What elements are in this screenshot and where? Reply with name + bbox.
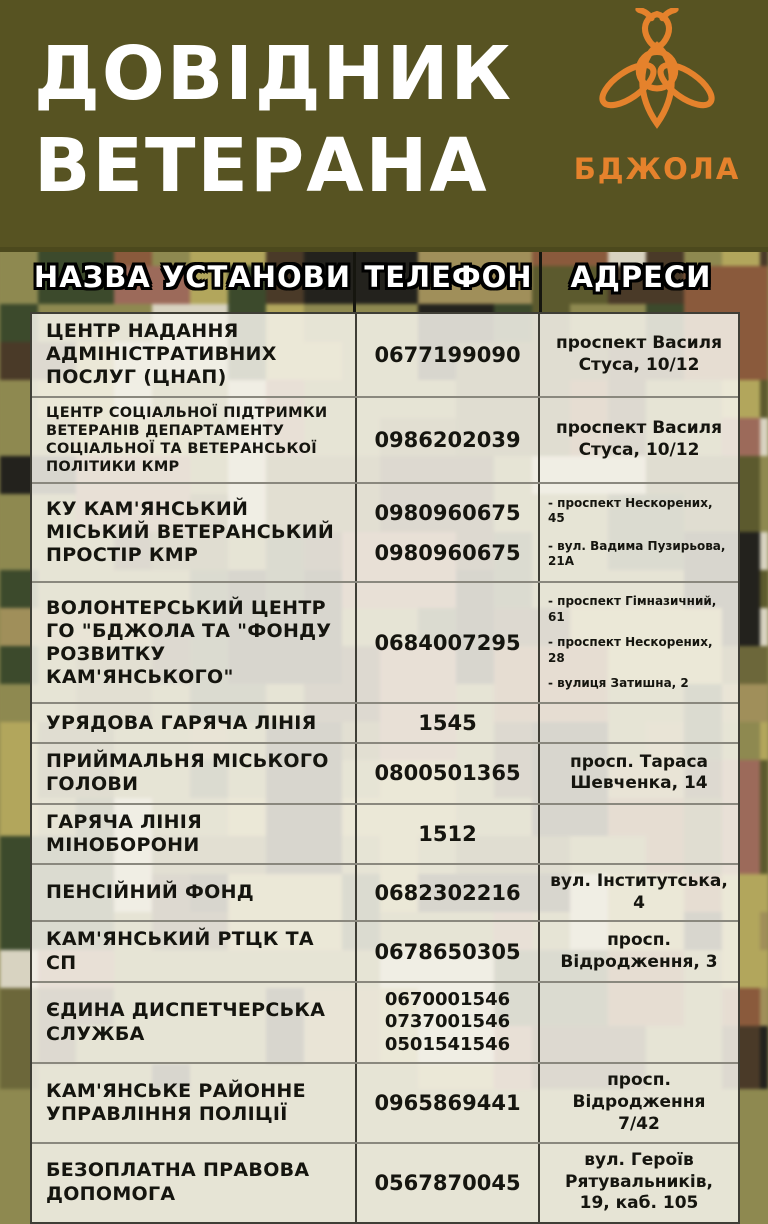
phone-cell — [355, 744, 540, 802]
table-row — [32, 744, 738, 804]
phone-cell — [355, 583, 540, 702]
phone-cell — [355, 704, 540, 742]
phone-cell — [355, 314, 540, 396]
institution-name: ЄДИНА ДИСПЕТЧЕРСЬКА СЛУЖБА — [46, 999, 326, 1045]
table-row — [32, 922, 738, 982]
address-cell — [540, 865, 738, 921]
institution-name: КАМ'ЯНСЬКЕ РАЙОННЕ УПРАВЛІННЯ ПОЛІЦІЇ — [46, 1079, 306, 1125]
institution-name: ЦЕНТР СОЦІАЛЬНОЇ ПІДТРИМКИ ВЕТЕРАНІВ ДЕПАРТАМЕНТУ СОЦІАЛЬНОЇ ТА ВЕТЕРАНСЬКОЇ ПОЛІТИКИ КМР — [46, 404, 328, 475]
address-line: - проспект Нескорених, 28 — [548, 635, 713, 665]
poster-title-line1: ДОВІДНИК — [34, 31, 514, 117]
phone-number: 0567870045 — [374, 1170, 521, 1195]
address-line: вул. Інститутська, 4 — [550, 870, 728, 913]
institution-name: ПРИЙМАЛЬНЯ МІСЬКОГО ГОЛОВИ — [46, 750, 329, 796]
phone-number: 0682302216 — [374, 880, 521, 905]
table-row — [32, 865, 738, 923]
phone-number: 0986202039 — [374, 427, 521, 452]
institution-name: ЦЕНТР НАДАННЯ АДМІНІСТРАТИВНИХ ПОСЛУГ (ЦНАП) — [46, 320, 277, 389]
phone-number: 0800501365 — [374, 761, 521, 786]
poster-title — [34, 28, 554, 212]
phone-cell — [355, 922, 540, 980]
directory-table — [30, 312, 740, 1224]
address-cell — [540, 1144, 738, 1222]
institution-name: ВОЛОНТЕРСЬКИЙ ЦЕНТР ГО "БДЖОЛА ТА "ФОНДУ РОЗВИТКУ КАМ'ЯНСЬКОГО" — [46, 596, 332, 689]
address-line: вул. Героїв Рятувальників, 19, каб. 105 — [565, 1149, 713, 1214]
table-row — [32, 583, 738, 704]
address-cell — [540, 744, 738, 802]
logo-wordmark: БДЖОЛА — [573, 152, 741, 186]
address-line: - проспект Нескорених, 45 — [548, 496, 713, 526]
address-cell — [540, 583, 738, 702]
address-cell — [540, 704, 738, 742]
address-cell — [540, 314, 738, 396]
phone-number: 0501541546 — [384, 1033, 511, 1055]
logo — [552, 8, 762, 186]
institution-name: ПЕНСІЙНИЙ ФОНД — [46, 881, 255, 904]
address-line: просп. Тараса Шевченка, 14 — [569, 751, 709, 794]
phone-number: 0677199090 — [374, 342, 521, 367]
address-cell — [540, 805, 738, 863]
phone-number: 0980960675 — [374, 540, 521, 565]
phone-cell — [355, 865, 540, 921]
address-line: проспект Василя Стуса, 10/12 — [555, 418, 723, 460]
table-row — [32, 1064, 738, 1143]
phone-cell — [355, 398, 540, 483]
institution-name: БЕЗОПЛАТНА ПРАВОВА ДОПОМОГА — [46, 1159, 310, 1205]
table-row — [32, 484, 738, 583]
column-header-address: АДРЕСИ — [570, 260, 712, 294]
table-row — [32, 983, 738, 1065]
phone-number: 0684007295 — [374, 630, 521, 655]
column-header-institution: НАЗВА УСТАНОВИ — [33, 260, 352, 294]
phone-number: 0965869441 — [374, 1090, 521, 1115]
phone-number: 0678650305 — [374, 939, 521, 964]
phone-cell — [355, 1144, 540, 1222]
phone-number: 0670001546 — [384, 988, 511, 1010]
address-cell — [540, 398, 738, 483]
phone-cell — [355, 805, 540, 863]
table-row — [32, 314, 738, 398]
institution-name: КУ КАМ'ЯНСЬКИЙ МІСЬКИЙ ВЕТЕРАНСЬКИЙ ПРОСТІР КМР — [46, 497, 335, 567]
column-header-phone: ТЕЛЕФОН — [364, 260, 533, 294]
phone-number: 0737001546 — [384, 1011, 511, 1033]
table-row — [32, 1144, 738, 1222]
address-line: - вул. Вадима Пузирьова, 21А — [548, 538, 726, 569]
phone-number: 0980960675 — [374, 500, 521, 525]
institution-name: УРЯДОВА ГАРЯЧА ЛІНІЯ — [46, 711, 317, 734]
table-row — [32, 704, 738, 744]
phone-cell — [355, 484, 540, 581]
header-banner — [0, 0, 768, 252]
phone-number: 1545 — [418, 711, 477, 736]
table-header-row — [30, 260, 740, 294]
table-row — [32, 805, 738, 865]
address-cell — [540, 1064, 738, 1141]
bee-logo-icon — [582, 8, 732, 150]
institution-name: КАМ'ЯНСЬКИЙ РТЦК ТА СП — [46, 928, 314, 974]
address-line: - проспект Гімназичний, 61 — [548, 594, 717, 624]
address-line: проспект Василя Стуса, 10/12 — [555, 333, 723, 375]
institution-name: ГАРЯЧА ЛІНІЯ МІНОБОРОНИ — [46, 810, 203, 856]
table-row — [32, 398, 738, 485]
phone-number: 1512 — [418, 821, 477, 846]
address-cell — [540, 922, 738, 980]
poster-title-line2: ВЕТЕРАНА — [34, 123, 489, 209]
address-cell — [540, 484, 738, 581]
address-cell — [540, 983, 738, 1063]
phone-cell — [355, 1064, 540, 1141]
address-line: - вулиця Затишна, 2 — [548, 675, 689, 690]
address-line: просп. Відродження, 3 — [560, 929, 718, 972]
phone-cell — [355, 983, 540, 1063]
address-line: просп. Відродження 7/42 — [572, 1070, 706, 1134]
